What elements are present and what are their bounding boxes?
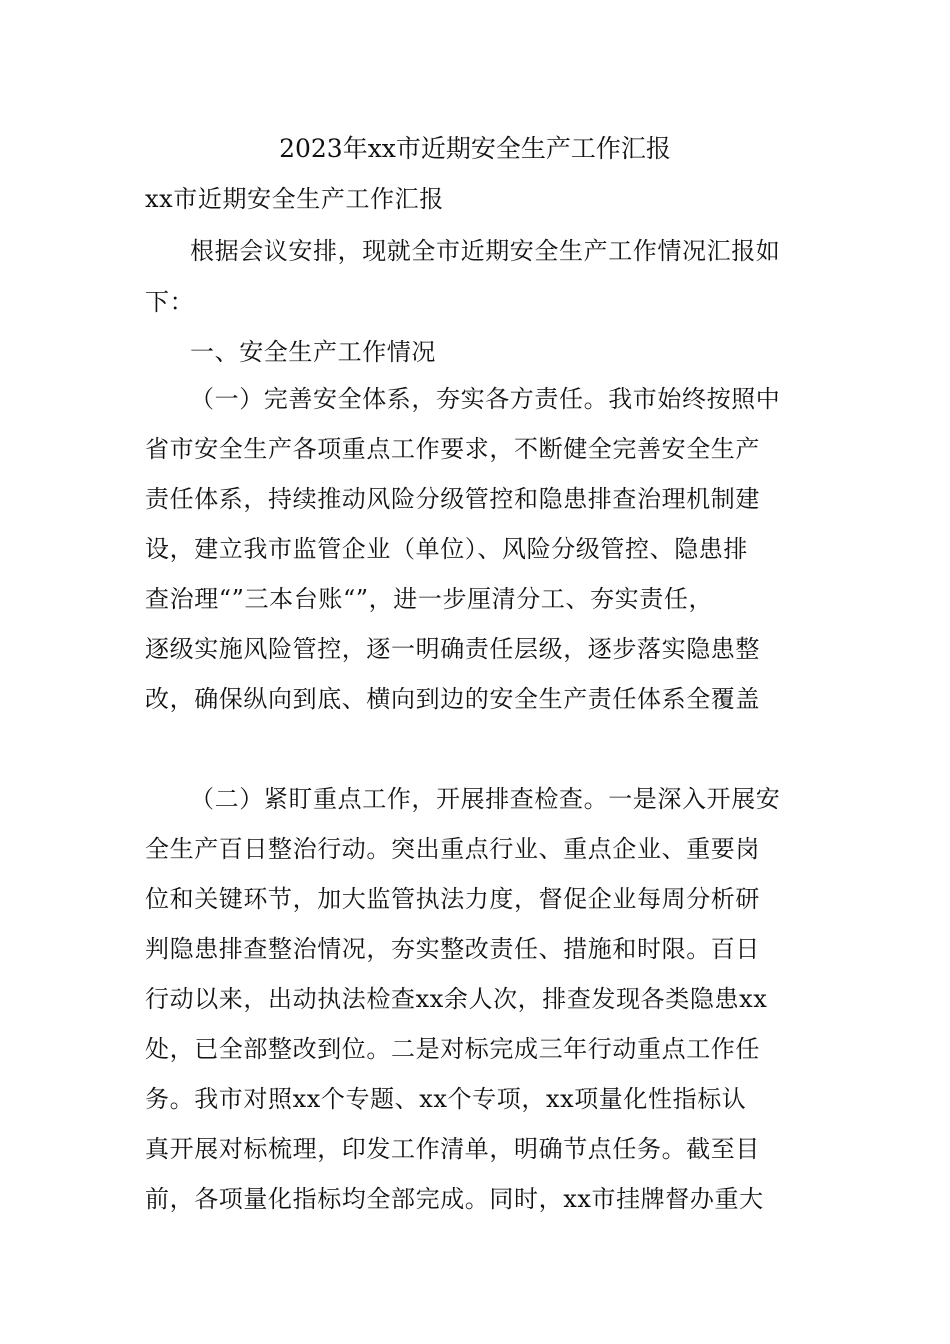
- paragraph-line: 逐级实施风险管控，逐一明确责任层级，逐步落实隐患整: [145, 635, 760, 663]
- paragraph-line: 改，确保纵向到底、横向到边的安全生产责任体系全覆盖: [145, 685, 760, 713]
- paragraph-line: 行动以来，出动执法检查xx余人次，排查发现各类隐患xx: [145, 985, 768, 1013]
- document-title: 2023年xx市近期安全生产工作汇报: [279, 134, 671, 163]
- paragraph-line: 处，已全部整改到位。二是对标完成三年行动重点工作任: [145, 1035, 760, 1063]
- paragraph-line: 判隐患排查整治情况，夯实整改责任、措施和时限。百日: [145, 935, 760, 963]
- document-subtitle: xx市近期安全生产工作汇报: [145, 185, 444, 213]
- paragraph-line: 查治理“”三本台账“”，进一步厘清分工、夯实责任，: [145, 585, 714, 613]
- paragraph-line: 责任体系，持续推动风险分级管控和隐患排查治理机制建: [145, 485, 760, 513]
- paragraph-line: 务。我市对照xx个专题、xx个专项，xx项量化性指标认: [145, 1085, 747, 1113]
- paragraph-line: 设，建立我市监管企业（单位）、风险分级管控、隐患排: [145, 535, 748, 563]
- paragraph-line: 前，各项量化指标均全部完成。同时，xx市挂牌督办重大: [145, 1185, 764, 1213]
- paragraph-line: （二）紧盯重点工作，开展排查检查。一是深入开展安: [190, 785, 781, 813]
- paragraph-line: 位和关键环节，加大监管执法力度，督促企业每周分析研: [145, 885, 760, 913]
- section-heading: 一、安全生产工作情况: [190, 338, 436, 366]
- intro-line: 下：: [145, 288, 195, 316]
- paragraph-line: （一）完善安全体系，夯实各方责任。我市始终按照中: [190, 385, 781, 413]
- paragraph-line: 省市安全生产各项重点工作要求，不断健全完善安全生产: [145, 435, 760, 463]
- intro-line: 根据会议安排，现就全市近期安全生产工作情况汇报如: [190, 237, 781, 265]
- paragraph-line: 全生产百日整治行动。突出重点行业、重点企业、重要岗: [145, 835, 760, 863]
- paragraph-line: 真开展对标梳理，印发工作清单，明确节点任务。截至目: [145, 1135, 760, 1163]
